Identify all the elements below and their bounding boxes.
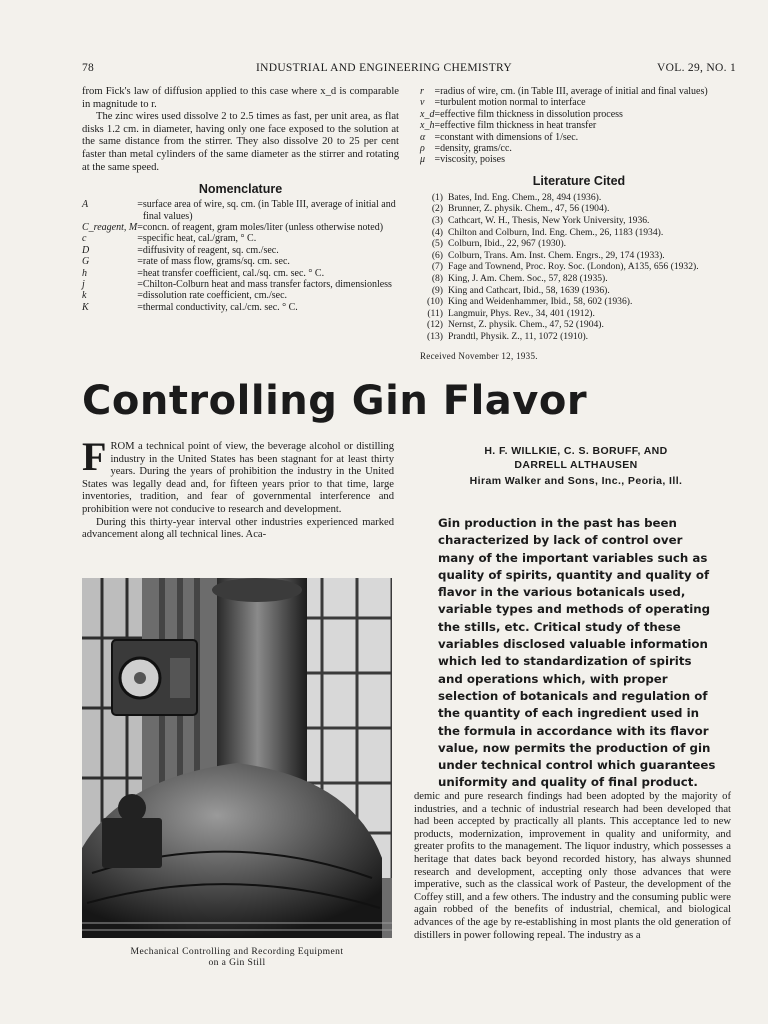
nomenclature-definition: rate of mass flow, grams/sq. cm. sec. — [142, 256, 290, 268]
reference-text: Colburn, Ibid., 22, 967 (1930). — [448, 238, 567, 250]
nomenclature-symbol: x_h — [420, 120, 435, 132]
equals-sign: = — [434, 131, 441, 143]
figure-caption-line-1: Mechanical Controlling and Recording Equipment — [130, 946, 344, 957]
page-number: 78 — [82, 62, 95, 74]
nomenclature-definition: concn. of reagent, gram moles/liter (unless otherwise noted) — [142, 221, 384, 233]
nomenclature-row — [82, 233, 399, 244]
nomenclature-symbol: h — [82, 267, 87, 279]
nomenclature-row — [82, 199, 399, 222]
literature-cited-heading: Literature Cited — [532, 173, 626, 188]
nomenclature-definition: density, grams/cc. — [440, 143, 512, 155]
figure-caption-line-2: on a Gin Still — [208, 957, 266, 968]
equals-sign: = — [434, 108, 441, 120]
equals-sign: = — [434, 120, 441, 132]
nomenclature-definition: viscosity, poises — [440, 154, 506, 166]
nomenclature-definition: Chilton-Colburn heat and mass transfer factors, dimensionless — [142, 279, 392, 290]
equals-sign: = — [137, 256, 143, 268]
nomenclature-row — [420, 120, 708, 131]
nomenclature-row — [420, 154, 708, 165]
equals-sign: = — [434, 154, 441, 166]
nomenclature-row — [82, 256, 399, 267]
reference-item — [420, 203, 738, 215]
nomenclature-row — [82, 222, 399, 233]
authors-line-2: DARRELL ALTHAUSEN — [514, 459, 638, 471]
equals-sign: = — [137, 267, 143, 279]
nomenclature-row — [420, 97, 708, 108]
nomenclature-row — [82, 268, 399, 279]
reference-number: (2) — [431, 203, 443, 215]
article-authors — [414, 444, 738, 488]
reference-list — [420, 192, 738, 343]
reference-number: (12) — [427, 319, 443, 331]
nomenclature-row — [420, 86, 708, 97]
equals-sign: = — [137, 199, 143, 211]
reference-text: Langmuir, Phys. Rev., 34, 401 (1912). — [448, 307, 595, 319]
reference-text: Colburn, Trans. Am. Inst. Chem. Engrs., 29, 174 (1933). — [448, 249, 665, 261]
reference-text: Cathcart, W. H., Thesis, New York University, 1936. — [448, 215, 650, 227]
equals-sign: = — [137, 279, 143, 290]
intro-paragraph-1: ROM a technical point of view, the beverage alcohol or distilling industry in the United States has been stagnant for at least thirty years. During the years of prohibition the industry in the United States was legally dead and, for fifteen years prior to that time, large inventories, tradition, and fear of governmental interference and prohibition were not conducive to research and development. — [82, 441, 394, 515]
nomenclature-row — [82, 290, 399, 301]
reference-item — [420, 227, 738, 239]
nomenclature-symbol: A — [82, 199, 89, 211]
nomenclature-table — [82, 199, 399, 313]
prev-article-right-column — [420, 86, 738, 361]
reference-text: Fage and Townend, Proc. Roy. Soc. (London), A135, 656 (1932). — [448, 261, 699, 273]
equals-sign: = — [434, 97, 441, 109]
nomenclature-definition: dissolution rate coefficient, cm./sec. — [142, 290, 288, 302]
reference-number: (9) — [431, 284, 443, 296]
nomenclature-definition: surface area of wire, sq. cm. (in Table III, average of initial and final values) — [142, 199, 396, 222]
nomenclature-symbol: α — [420, 131, 426, 143]
article-intro — [82, 434, 394, 542]
reference-text: Prandtl, Physik. Z., 11, 1072 (1910). — [448, 330, 589, 342]
prev-paragraph-2: The zinc wires used dissolve 2 to 2.5 times as fast, per unit area, as flat disks 1.2 cm. in diameter, having only one face exposed to the solution at the same distance from the stirrer. They also dissolve 20 to 25 per cent faster than metal cylinders of the same diameter as the stirrer and rotating at the same speed. — [82, 111, 399, 173]
reference-item — [420, 331, 738, 343]
intro-paragraph-2: During this thirty-year interval other industries experienced marked advancement along all technical lines. Aca- — [82, 516, 394, 541]
received-date: Received November 12, 1935. — [420, 350, 538, 361]
nomenclature-symbol: C_reagent, M — [82, 221, 138, 233]
nomenclature-row — [420, 109, 708, 120]
authors-line-1: H. F. WILLKIE, C. S. BORUFF, AND — [484, 445, 668, 457]
nomenclature-row — [82, 279, 399, 290]
reference-item — [420, 273, 738, 285]
equals-sign: = — [137, 221, 143, 233]
reference-number: (3) — [431, 215, 443, 227]
equals-sign: = — [137, 233, 143, 245]
reference-item — [420, 285, 738, 297]
equals-sign: = — [137, 290, 143, 302]
reference-text: King and Cathcart, Ibid., 58, 1639 (1936). — [448, 284, 610, 296]
nomenclature-definition: turbulent motion normal to interface — [440, 97, 586, 109]
reference-text: Bates, Ind. Eng. Chem., 28, 494 (1936). — [448, 191, 602, 203]
reference-number: (8) — [431, 273, 443, 284]
gin-still-photo — [82, 578, 392, 938]
reference-number: (4) — [431, 226, 443, 238]
reference-text: King, J. Am. Chem. Soc., 57, 828 (1935). — [448, 273, 608, 284]
reference-text: Nernst, Z. physik. Chem., 47, 52 (1904). — [448, 319, 604, 331]
reference-item — [420, 261, 738, 273]
nomenclature-definition: radius of wire, cm. (in Table III, average of initial and final values) — [440, 86, 708, 97]
reference-text: Chilton and Colburn, Ind. Eng. Chem., 26, 1183 (1934). — [448, 226, 664, 238]
reference-item — [420, 238, 738, 250]
article-body-continuation: demic and pure research findings had been adopted by the majority of industries, and a technic of industrial research had been developed that had been accepted by practically all plants. This acceptance led to new products, modernization, improvement in quality and uniformity, and greater profits to the management. The liquor industry, which possesses a heritage that dates back beyond recorded history, has always shunned research and development, accepting only those advances that were imperative, such as the classical work of Pasteur, the development of the Coffey still, and a few others. The industry and the consuming public were again robbed of the benefits of industrial, chemical, and biological advances of the age by re-establishing in most plants the old generation of distillers in power following repeal. The industry as a — [414, 791, 731, 941]
reference-text: King and Weidenhammer, Ibid., 58, 602 (1936). — [448, 296, 633, 308]
reference-number: (5) — [431, 238, 443, 250]
equals-sign: = — [137, 244, 143, 256]
reference-number: (10) — [427, 296, 443, 308]
equals-sign: = — [137, 301, 143, 313]
figure-caption — [82, 946, 392, 968]
nomenclature-symbol: j — [82, 279, 85, 290]
nomenclature-row — [82, 302, 399, 313]
reference-item — [420, 296, 738, 308]
reference-number: (7) — [431, 261, 443, 273]
nomenclature-symbol: k — [82, 290, 87, 302]
nomenclature-symbol: G — [82, 256, 90, 268]
equals-sign: = — [434, 86, 441, 97]
equals-sign: = — [434, 143, 441, 155]
article-title: Controlling Gin Flavor — [82, 378, 588, 424]
reference-item — [420, 250, 738, 262]
nomenclature-definition: thermal conductivity, cal./cm. sec. ° C. — [142, 301, 298, 313]
nomenclature-symbol: μ — [420, 154, 426, 166]
reference-item — [420, 192, 738, 204]
nomenclature-definition: diffusivity of reagent, sq. cm./sec. — [142, 244, 279, 256]
nomenclature-symbol: c — [82, 233, 87, 245]
nomenclature-symbol: r — [420, 86, 424, 97]
volume-info: VOL. 29, NO. 1 — [657, 62, 736, 74]
nomenclature-symbol: D — [82, 244, 90, 256]
nomenclature-row — [420, 143, 708, 154]
nomenclature-symbol: K — [82, 301, 89, 313]
reference-number: (13) — [427, 330, 443, 342]
nomenclature-definition: constant with dimensions of 1/sec. — [440, 131, 579, 143]
drop-cap: F — [82, 434, 107, 479]
article-abstract: Gin production in the past has been characterized by lack of control over many of the important variables such as quality of spirits, quantity and quality of flavor in the various botanicals used, variable types and methods of operating the stills, etc. Critical study of these variables disclosed valuable information which led to standardization of spirits and operations which, with proper selection of botanicals and regulation of the quantity of each ingredient used in the formula in accordance with its flavor value, now permits the production of gin under technical control which guarantees uniformity and quality of final product. — [438, 516, 716, 790]
reference-number: (1) — [431, 191, 443, 203]
reference-item — [420, 215, 738, 227]
prev-paragraph-1: from Fick's law of diffusion applied to this case where x_d is comparable in magnitude to r. — [82, 86, 399, 110]
nomenclature-symbol: ρ — [420, 143, 425, 155]
prev-article-left-column — [82, 86, 399, 313]
nomenclature-definition: effective film thickness in heat transfer — [440, 120, 597, 132]
nomenclature-symbol: x_d — [420, 108, 435, 120]
nomenclature-table-continued — [420, 86, 708, 166]
journal-title: INDUSTRIAL AND ENGINEERING CHEMISTRY — [255, 62, 513, 74]
reference-item — [420, 319, 738, 331]
author-affiliation: Hiram Walker and Sons, Inc., Peoria, Ill. — [469, 475, 683, 487]
nomenclature-row — [420, 132, 708, 143]
nomenclature-heading: Nomenclature — [198, 182, 283, 197]
reference-number: (11) — [427, 307, 443, 319]
nomenclature-definition: specific heat, cal./gram, ° C. — [142, 233, 257, 245]
nomenclature-definition: heat transfer coefficient, cal./sq. cm. sec. ° C. — [142, 267, 325, 279]
nomenclature-row — [82, 245, 399, 256]
nomenclature-definition: effective film thickness in dissolution process — [440, 108, 623, 120]
reference-item — [420, 308, 738, 320]
reference-number: (6) — [431, 249, 443, 261]
nomenclature-symbol: v — [420, 97, 425, 109]
reference-text: Brunner, Z. physik. Chem., 47, 56 (1904). — [448, 203, 610, 215]
